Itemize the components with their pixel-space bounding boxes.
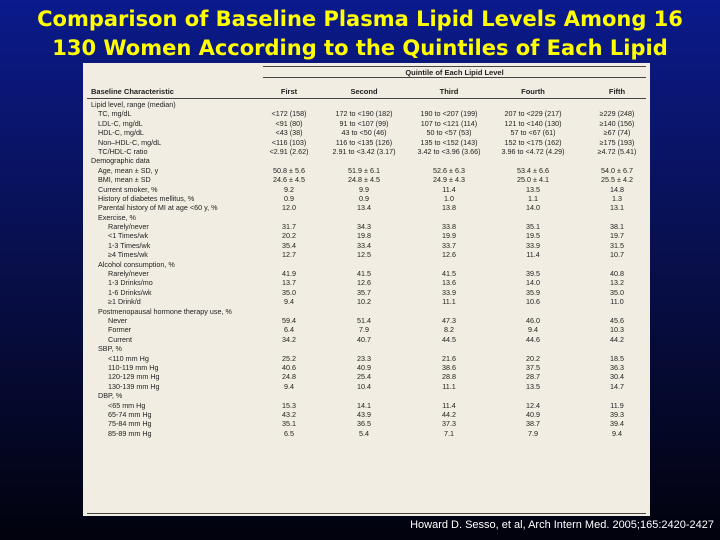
col-header-second: Second	[350, 87, 378, 96]
cell-quintile-3: 38.6	[442, 362, 456, 372]
row-label: Age, mean ± SD, y	[98, 165, 159, 175]
cell-quintile-3: 33.9	[442, 287, 456, 297]
row-label: Current smoker, %	[98, 184, 158, 194]
cell-quintile-4: 57 to <67 (61)	[510, 128, 556, 138]
row-label: DBP, %	[98, 391, 123, 401]
cell-quintile-1: 20.2	[282, 231, 296, 241]
cell-quintile-2: 36.5	[357, 419, 371, 429]
cell-quintile-2: 40.7	[357, 334, 371, 344]
cell-quintile-1: 41.9	[282, 269, 296, 279]
row-label: History of diabetes mellitus, %	[98, 193, 195, 203]
row-label: 1-6 Drinks/wk	[108, 287, 152, 297]
table-row	[83, 203, 650, 212]
cell-quintile-1: <172 (158)	[271, 109, 307, 119]
row-label: Demographic data	[91, 156, 150, 166]
table-row	[83, 100, 650, 109]
cell-quintile-4: 40.9	[526, 409, 540, 419]
col-header-fifth: Fifth	[608, 87, 626, 96]
cell-quintile-5: 18.5	[610, 353, 624, 363]
cell-quintile-4: 13.5	[526, 381, 540, 391]
table-row	[83, 316, 650, 325]
cell-quintile-2: 23.3	[357, 353, 371, 363]
table-row	[83, 278, 650, 287]
cell-quintile-4: 11.4	[526, 250, 540, 260]
cell-quintile-4: 37.5	[526, 362, 540, 372]
cell-quintile-2: 34.3	[357, 222, 371, 232]
cell-quintile-5: 14.8	[610, 184, 624, 194]
cell-quintile-3: 107 to <121 (114)	[420, 118, 478, 128]
cell-quintile-2: 0.9	[359, 193, 369, 203]
row-label: LDL-C, mg/dL	[98, 118, 143, 128]
cell-quintile-2: 2.91 to <3.42 (3.17)	[332, 146, 396, 156]
cell-quintile-2: 41.5	[357, 269, 371, 279]
table-row	[83, 391, 650, 400]
table-row	[83, 138, 650, 147]
cell-quintile-1: 0.9	[284, 193, 294, 203]
cell-quintile-4: 121 to <140 (130)	[504, 118, 562, 128]
table-row	[83, 354, 650, 363]
cell-quintile-5: 10.7	[610, 250, 624, 260]
row-label: Alcohol consumption, %	[98, 259, 175, 269]
cell-quintile-1: 12.0	[282, 203, 296, 213]
cell-quintile-4: 39.5	[526, 269, 540, 279]
cell-quintile-5: ≥229 (248)	[599, 109, 635, 119]
table-row	[83, 382, 650, 391]
cell-quintile-1: 25.2	[282, 353, 296, 363]
cell-quintile-2: 43.9	[357, 409, 371, 419]
row-label: TC/HDL-C ratio	[98, 146, 148, 156]
cell-quintile-1: <2.91 (2.62)	[269, 146, 309, 156]
cell-quintile-5: 9.4	[612, 428, 622, 438]
table-row	[83, 213, 650, 222]
row-label: 65-74 mm Hg	[108, 409, 152, 419]
cell-quintile-5: 45.6	[610, 315, 624, 325]
cell-quintile-3: 11.4	[442, 184, 456, 194]
table-bottom-rule	[87, 513, 646, 514]
table-row	[83, 325, 650, 334]
cell-quintile-4: 35.9	[526, 287, 540, 297]
cell-quintile-4: 1.1	[528, 193, 538, 203]
cell-quintile-4: 46.0	[526, 315, 540, 325]
table-row	[83, 119, 650, 128]
row-label: Postmenopausal hormone therapy use, %	[98, 306, 232, 316]
cell-quintile-3: 41.5	[442, 269, 456, 279]
cell-quintile-3: 11.1	[442, 381, 456, 391]
cell-quintile-1: 12.7	[282, 250, 296, 260]
cell-quintile-5: 40.8	[610, 269, 624, 279]
table-row	[83, 175, 650, 184]
cell-quintile-3: 52.6 ± 6.3	[433, 165, 465, 175]
cell-quintile-3: 47.3	[442, 315, 456, 325]
cell-quintile-3: 3.42 to <3.96 (3.66)	[417, 146, 481, 156]
cell-quintile-3: 11.1	[442, 297, 456, 307]
table-row	[83, 429, 650, 438]
slide-title-line-2: 130 Women According to the Quintiles of Each Lipid	[52, 36, 668, 60]
col-header-characteristic: Baseline Characteristic	[91, 87, 174, 96]
table-row	[83, 222, 650, 231]
table-row	[83, 147, 650, 156]
row-label: BMI, mean ± SD	[98, 175, 151, 185]
cell-quintile-4: 44.6	[526, 334, 540, 344]
cell-quintile-2: 43 to <50 (46)	[341, 128, 387, 138]
cell-quintile-5: 14.7	[610, 381, 624, 391]
cell-quintile-5: 11.9	[610, 400, 624, 410]
cell-quintile-3: 33.7	[442, 240, 456, 250]
cell-quintile-2: 12.5	[357, 250, 371, 260]
cell-quintile-4: 13.5	[526, 184, 540, 194]
cell-quintile-2: 7.9	[359, 325, 369, 335]
header-divider	[87, 98, 646, 99]
row-label: Non–HDL-C, mg/dL	[98, 137, 162, 147]
table-row	[83, 363, 650, 372]
row-label: ≥1 Drink/d	[108, 297, 141, 307]
table-row	[83, 185, 650, 194]
row-label: Former	[108, 325, 132, 335]
table-row	[83, 128, 650, 137]
table-row	[83, 335, 650, 344]
cell-quintile-5: 11.0	[610, 297, 624, 307]
table-row	[83, 372, 650, 381]
cell-quintile-3: 7.1	[444, 428, 454, 438]
cell-quintile-3: 12.6	[442, 250, 456, 260]
cell-quintile-1: 9.4	[284, 297, 294, 307]
cell-quintile-1: 24.6 ± 4.5	[273, 175, 305, 185]
cell-quintile-2: 91 to <107 (99)	[339, 118, 389, 128]
table-row	[83, 194, 650, 203]
cell-quintile-1: <116 (103)	[271, 137, 307, 147]
cell-quintile-5: ≥67 (74)	[603, 128, 631, 138]
cell-quintile-3: 1.0	[444, 193, 454, 203]
row-label: Exercise, %	[98, 212, 136, 222]
cell-quintile-2: 13.4	[357, 203, 371, 213]
cell-quintile-4: 10.6	[526, 297, 540, 307]
cell-quintile-2: 24.8 ± 4.5	[348, 175, 380, 185]
cell-quintile-4: 25.0 ± 4.1	[517, 175, 549, 185]
row-label: Rarely/never	[108, 222, 149, 232]
row-label: Rarely/never	[108, 269, 149, 279]
cell-quintile-5: 54.0 ± 6.7	[601, 165, 633, 175]
citation: Howard D. Sesso, et al, Arch Intern Med. 2005;165:2420-2427	[410, 519, 714, 531]
cell-quintile-2: 40.9	[357, 362, 371, 372]
cell-quintile-1: 9.2	[284, 184, 294, 194]
cell-quintile-5: 39.3	[610, 409, 624, 419]
cell-quintile-3: 44.5	[442, 334, 456, 344]
cell-quintile-2: 10.2	[357, 297, 371, 307]
cell-quintile-2: 25.4	[357, 372, 371, 382]
cell-quintile-4: 7.9	[528, 428, 538, 438]
cell-quintile-2: 12.6	[357, 278, 371, 288]
cell-quintile-4: 19.5	[526, 231, 540, 241]
quintile-super-header: Quintile of Each Lipid Level	[263, 66, 646, 78]
table-row	[83, 307, 650, 316]
row-label: 1-3 Drinks/mo	[108, 278, 153, 288]
cell-quintile-5: 13.2	[610, 278, 624, 288]
row-label: 120-129 mm Hg	[108, 372, 160, 382]
row-label: TC, mg/dL	[98, 109, 132, 119]
cell-quintile-4: 14.0	[526, 203, 540, 213]
table-row	[83, 250, 650, 259]
table-row	[83, 156, 650, 165]
cell-quintile-3: 135 to <152 (143)	[420, 137, 478, 147]
cell-quintile-4: 33.9	[526, 240, 540, 250]
cell-quintile-5: ≥140 (156)	[599, 118, 635, 128]
cell-quintile-1: 6.5	[284, 428, 294, 438]
cell-quintile-3: 44.2	[442, 409, 456, 419]
row-label: <65 mm Hg	[108, 400, 146, 410]
row-label: Parental history of MI at age <60 y, %	[98, 203, 218, 213]
cell-quintile-1: 35.4	[282, 240, 296, 250]
cell-quintile-5: 36.3	[610, 362, 624, 372]
cell-quintile-3: 28.8	[442, 372, 456, 382]
row-label: 130-139 mm Hg	[108, 381, 160, 391]
cell-quintile-4: 38.7	[526, 419, 540, 429]
cell-quintile-4: 14.0	[526, 278, 540, 288]
cell-quintile-4: 207 to <229 (217)	[504, 109, 562, 119]
cell-quintile-3: 21.6	[442, 353, 456, 363]
cell-quintile-4: 35.1	[526, 222, 540, 232]
cell-quintile-1: 40.6	[282, 362, 296, 372]
row-label: SBP, %	[98, 344, 122, 354]
cell-quintile-2: 51.4	[357, 315, 371, 325]
cell-quintile-2: 33.4	[357, 240, 371, 250]
cell-quintile-5: 44.2	[610, 334, 624, 344]
row-label: HDL-C, mg/dL	[98, 128, 144, 138]
cell-quintile-1: <91 (80)	[275, 118, 303, 128]
cell-quintile-1: 31.7	[282, 222, 296, 232]
cell-quintile-1: 13.7	[282, 278, 296, 288]
cell-quintile-1: 35.1	[282, 419, 296, 429]
cell-quintile-1: 15.3	[282, 400, 296, 410]
cell-quintile-3: 190 to <207 (199)	[420, 109, 478, 119]
cell-quintile-1: <43 (38)	[275, 128, 303, 138]
cell-quintile-5: 1.3	[612, 193, 622, 203]
row-label: ≥4 Times/wk	[108, 250, 148, 260]
cell-quintile-3: 19.9	[442, 231, 456, 241]
cell-quintile-4: 9.4	[528, 325, 538, 335]
cell-quintile-2: 14.1	[357, 400, 371, 410]
table-row	[83, 288, 650, 297]
col-header-first: First	[280, 87, 298, 96]
cell-quintile-2: 116 to <135 (126)	[335, 137, 393, 147]
row-label: Lipid level, range (median)	[91, 100, 176, 109]
cell-quintile-3: 24.9 ± 4.3	[433, 175, 465, 185]
cell-quintile-2: 35.7	[357, 287, 371, 297]
cell-quintile-1: 24.8	[282, 372, 296, 382]
cell-quintile-4: 3.96 to <4.72 (4.29)	[501, 146, 565, 156]
cell-quintile-1: 34.2	[282, 334, 296, 344]
col-header-third: Third	[439, 87, 459, 96]
col-header-fourth: Fourth	[521, 87, 545, 96]
cell-quintile-2: 172 to <190 (182)	[335, 109, 393, 119]
cell-quintile-3: 37.3	[442, 419, 456, 429]
cell-quintile-4: 152 to <175 (162)	[504, 137, 562, 147]
cell-quintile-3: 50 to <57 (53)	[426, 128, 472, 138]
cell-quintile-5: 19.7	[610, 231, 624, 241]
slide-title-line-1: Comparison of Baseline Plasma Lipid Levels Among 16	[37, 7, 683, 31]
cell-quintile-2: 5.4	[359, 428, 369, 438]
table-row	[83, 109, 650, 118]
cell-quintile-1: 6.4	[284, 325, 294, 335]
table-row	[83, 410, 650, 419]
row-label: 1-3 Times/wk	[108, 240, 151, 250]
row-label: <1 Times/wk	[108, 231, 149, 241]
cell-quintile-4: 28.7	[526, 372, 540, 382]
table-row	[83, 344, 650, 353]
cell-quintile-5: 30.4	[610, 372, 624, 382]
cell-quintile-3: 33.8	[442, 222, 456, 232]
cell-quintile-2: 10.4	[357, 381, 371, 391]
table-row	[83, 297, 650, 306]
cell-quintile-3: 8.2	[444, 325, 454, 335]
slide-title	[0, 5, 720, 63]
cell-quintile-1: 59.4	[282, 315, 296, 325]
cell-quintile-4: 12.4	[526, 400, 540, 410]
cell-quintile-2: 19.8	[357, 231, 371, 241]
table-row	[83, 419, 650, 428]
table-row	[83, 231, 650, 240]
cell-quintile-1: 50.8 ± 5.6	[273, 165, 305, 175]
lipid-table	[83, 63, 650, 516]
table-row	[83, 166, 650, 175]
cell-quintile-3: 11.4	[442, 400, 456, 410]
table-row	[83, 260, 650, 269]
table-row	[83, 269, 650, 278]
cell-quintile-5: 35.0	[610, 287, 624, 297]
row-label: <110 mm Hg	[108, 353, 149, 363]
cell-quintile-5: ≥4.72 (5.41)	[597, 146, 637, 156]
cell-quintile-5: ≥175 (193)	[599, 137, 635, 147]
cell-quintile-5: 10.3	[610, 325, 624, 335]
cell-quintile-5: 31.5	[610, 240, 624, 250]
cell-quintile-5: 39.4	[610, 419, 624, 429]
cell-quintile-1: 43.2	[282, 409, 296, 419]
cell-quintile-2: 9.9	[359, 184, 369, 194]
table-body	[83, 100, 650, 438]
cell-quintile-5: 38.1	[610, 222, 624, 232]
table-row	[83, 241, 650, 250]
cell-quintile-2: 51.9 ± 6.1	[348, 165, 380, 175]
table-row	[83, 401, 650, 410]
cell-quintile-4: 20.2	[526, 353, 540, 363]
cell-quintile-3: 13.6	[442, 278, 456, 288]
cell-quintile-1: 35.0	[282, 287, 296, 297]
row-label: 110-119 mm Hg	[108, 362, 159, 372]
cell-quintile-4: 53.4 ± 6.6	[517, 165, 549, 175]
row-label: Current	[108, 334, 132, 344]
cell-quintile-5: 25.5 ± 4.2	[601, 175, 633, 185]
row-label: 75-84 mm Hg	[108, 419, 152, 429]
cell-quintile-1: 9.4	[284, 381, 294, 391]
row-label: Never	[108, 315, 128, 325]
cell-quintile-5: 13.1	[610, 203, 624, 213]
row-label: 85-89 mm Hg	[108, 428, 152, 438]
cell-quintile-3: 13.8	[442, 203, 456, 213]
